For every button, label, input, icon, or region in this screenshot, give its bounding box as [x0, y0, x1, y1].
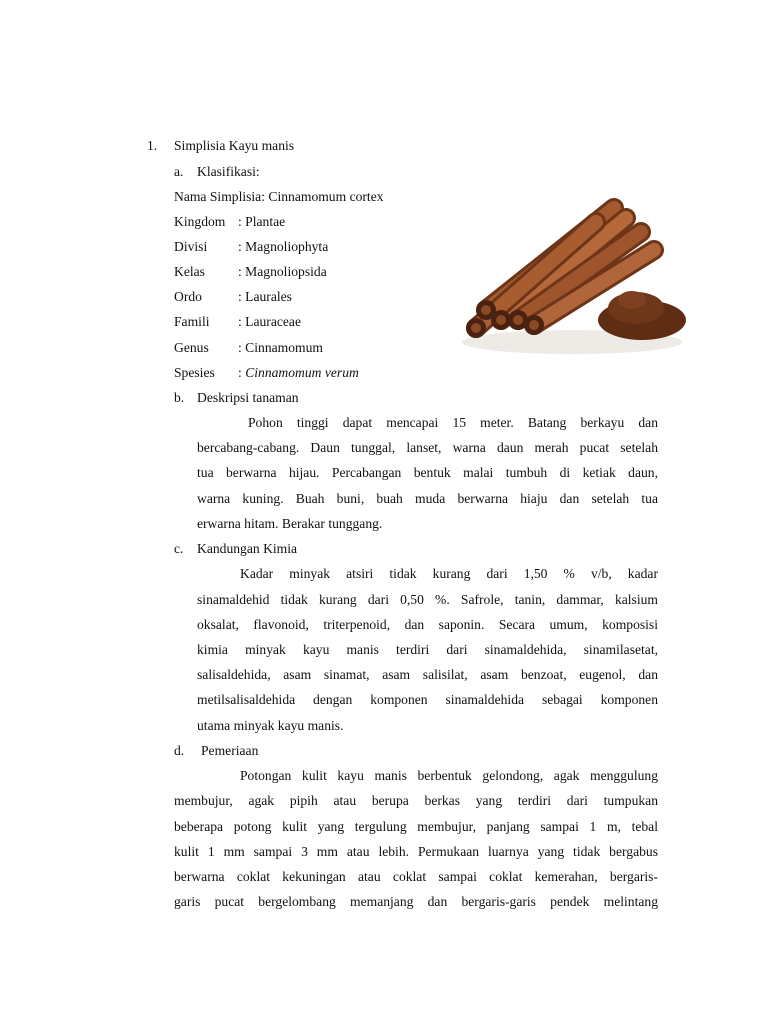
deskripsi-line: warna kuning. Buah buni, buah muda berwarna hiaju dan setelah tua	[197, 491, 658, 506]
kandungan-line: salisaldehida, asam sinamat, asam salisilat, asam benzoat, eugenol, dan	[197, 667, 658, 682]
section-number: 1.	[147, 138, 158, 153]
taxonomy-row	[174, 289, 292, 305]
taxonomy-label: Ordo	[174, 289, 202, 304]
taxonomy-label: Famili	[174, 314, 210, 329]
taxonomy-value: : Cinnamomum	[238, 340, 323, 355]
nama-simplisia: Nama Simplisia: Cinnamomum cortex	[174, 189, 384, 204]
deskripsi-line: erwarna hitam. Berakar tunggang.	[197, 516, 383, 531]
deskripsi-letter: b.	[174, 390, 185, 405]
section-title: Simplisia Kayu manis	[174, 138, 295, 153]
pemerian-letter: d.	[174, 743, 185, 758]
deskripsi-heading: Deskripsi tanaman	[197, 390, 299, 405]
taxonomy-value: : Plantae	[238, 214, 286, 229]
pemerian-heading: Pemeriaan	[201, 743, 259, 758]
taxonomy-value: : Lauraceae	[238, 314, 302, 329]
taxonomy-colon: :	[238, 365, 242, 380]
taxonomy-row	[174, 214, 285, 230]
kandungan-line: utama minyak kayu manis.	[197, 718, 344, 733]
taxonomy-label: Kingdom	[174, 214, 226, 229]
taxonomy-row	[174, 239, 328, 255]
taxonomy-label: Spesies	[174, 365, 215, 380]
pemerian-line: Potongan kulit kayu manis berbentuk gelondong, agak menggulung	[240, 768, 658, 783]
kandungan-line: metilsalisaldehida dengan komponen sinamaldehida sebagai komponen	[197, 692, 658, 707]
pemerian-line: berwarna coklat kekuningan atau coklat sampai coklat kemerahan, bergaris-	[174, 869, 658, 884]
pemerian-line: kulit 1 mm sampai 3 mm atau lebih. Permukaan luarnya yang tidak bergabus	[174, 844, 658, 859]
taxonomy-label: Divisi	[174, 239, 208, 254]
taxonomy-row	[174, 340, 323, 356]
klasifikasi-letter: a.	[174, 164, 184, 179]
pemerian-line: beberapa potong kulit yang tergulung membujur, panjang sampai 1 m, tebal	[174, 819, 658, 834]
cinnamon-photo	[446, 160, 699, 367]
taxonomy-value-italic: Cinnamomum verum	[245, 365, 359, 380]
taxonomy-value: : Laurales	[238, 289, 292, 304]
kandungan-line: sinamaldehid tidak kurang dari 0,50 %. Safrole, tanin, dammar, kalsium	[197, 592, 658, 607]
taxonomy-row-spesies	[174, 365, 359, 381]
taxonomy-row	[174, 314, 301, 330]
kandungan-line: oksalat, flavonoid, triterpenoid, dan saponin. Secara umum, komposisi	[197, 617, 658, 632]
kandungan-line: kimia minyak kayu manis terdiri dari sinamaldehida, sinamilasetat,	[197, 642, 658, 657]
deskripsi-line: bercabang-cabang. Daun tunggal, lanset, warna daun merah pucat setelah	[197, 440, 658, 455]
taxonomy-value: : Magnoliophyta	[238, 239, 329, 254]
kandungan-line: Kadar minyak atsiri tidak kurang dari 1,50 % v/b, kadar	[240, 566, 658, 581]
taxonomy-value: : Magnoliopsida	[238, 264, 327, 279]
deskripsi-line: tua berwarna hijau. Percabangan bentuk malai tumbuh di ketiak daun,	[197, 465, 658, 480]
pemerian-line: garis pucat bergelombang memanjang dan bergaris-garis pendek melintang	[174, 894, 658, 909]
deskripsi-line: Pohon tinggi dapat mencapai 15 meter. Batang berkayu dan	[248, 415, 658, 430]
klasifikasi-heading: Klasifikasi:	[197, 164, 260, 179]
taxonomy-row	[174, 264, 327, 280]
kandungan-letter: c.	[174, 541, 184, 556]
pemerian-line: membujur, agak pipih atau berupa berkas yang terdiri dari tumpukan	[174, 793, 658, 808]
taxonomy-label: Genus	[174, 340, 209, 355]
kandungan-heading: Kandungan Kimia	[197, 541, 298, 556]
taxonomy-label: Kelas	[174, 264, 205, 279]
